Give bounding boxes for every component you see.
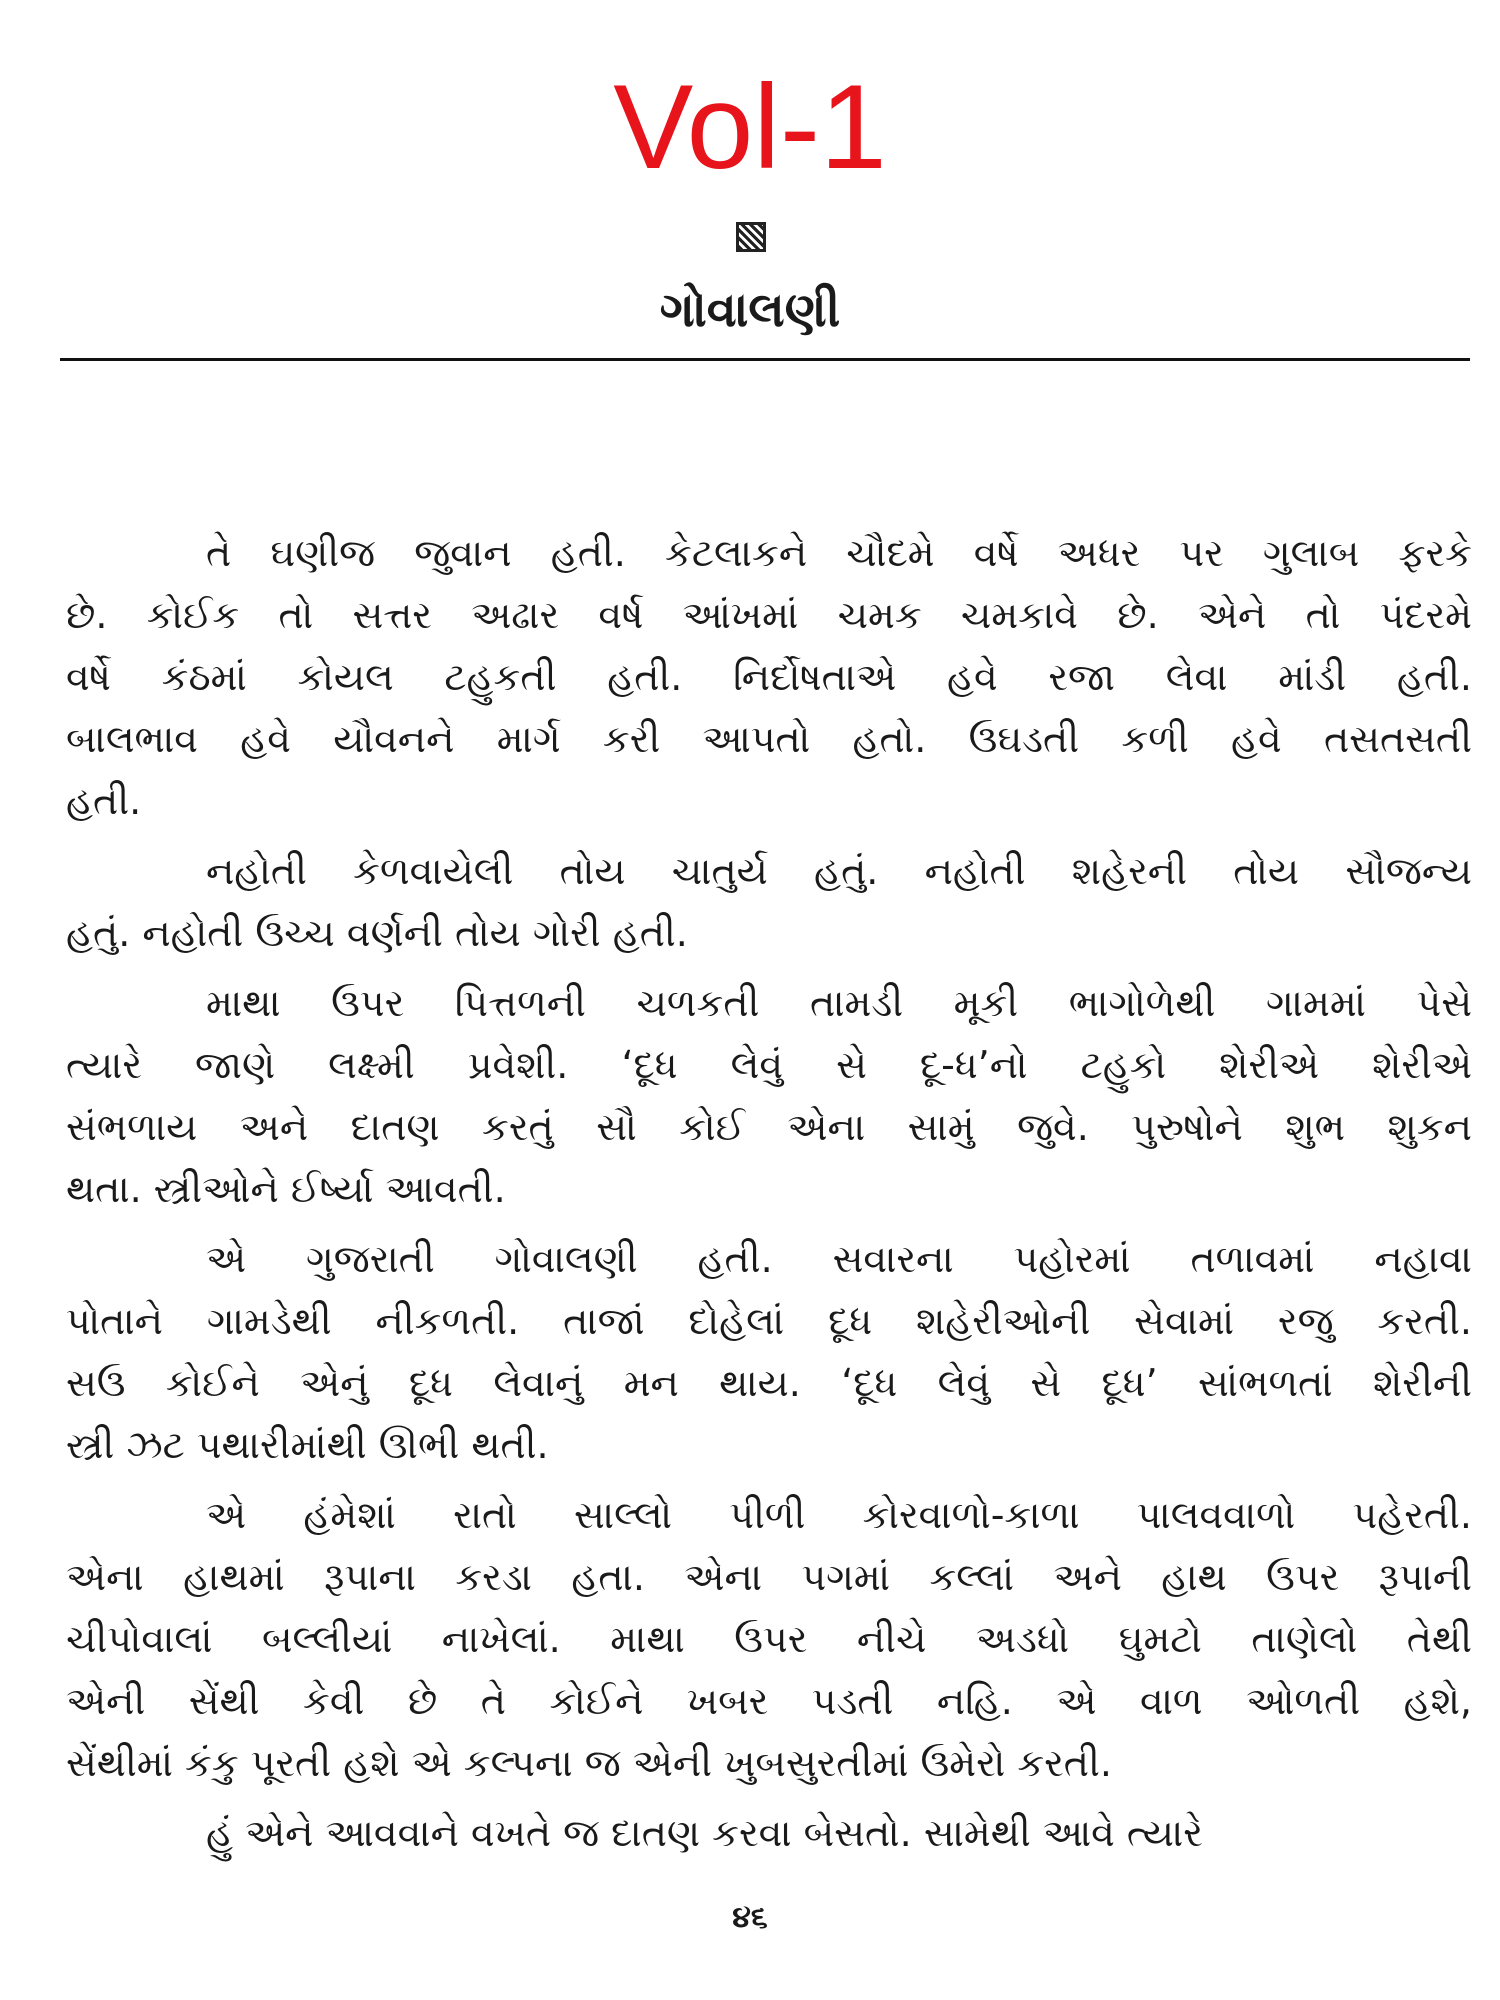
text-line: તે ઘણીજ જુવાન હતી. કેટલાકને ચૌદમે વર્ષે અધર પર ગુલાબ ફરકે	[206, 531, 1472, 575]
text-line: એની સેંથી કેવી છે તે કોઈને ખબર પડતી નહિ. એ વાળ ઓળતી હશે,	[66, 1679, 1472, 1723]
text-line: પોતાને ગામડેથી નીકળતી. તાજાં દોહેલાં દૂધ શહેરીઓની સેવામાં રજુ કરતી.	[66, 1299, 1472, 1343]
text-line: એના હાથમાં રૂપાના કરડા હતા. એના પગમાં કલ્લાં અને હાથ ઉપર રૂપાની	[66, 1555, 1472, 1599]
chapter-title: ગોવાલણી	[659, 282, 841, 338]
text-line: બાલભાવ હવે યૌવનને માર્ગ કરી આપતો હતો. ઉઘડતી કળી હવે તસતસતી	[66, 717, 1472, 761]
text-line: સ્ત્રી ઝટ પથારીમાંથી ઊભી થતી.	[66, 1423, 549, 1467]
paragraph	[66, 522, 1472, 832]
text-line: સંભળાય અને દાતણ કરતું સૌ કોઈ એના સામું જુવે. પુરુષોને શુભ શુકન	[66, 1105, 1472, 1149]
ornament-icon	[736, 222, 766, 252]
paragraph	[66, 1228, 1472, 1476]
title-divider	[60, 358, 1470, 361]
text-line: હતું. નહોતી ઉચ્ચ વર્ણની તોય ગોરી હતી.	[66, 911, 688, 955]
text-line: ત્યારે જાણે લક્ષ્મી પ્રવેશી. ‘દૂધ લેવું સે દૂ-ધ’નો ટહુકો શેરીએ શેરીએ	[66, 1043, 1472, 1087]
volume-label: Vol-1	[613, 60, 887, 194]
text-line: નહોતી કેળવાયેલી તોય ચાતુર્ય હતું. નહોતી શહેરની તોય સૌજન્ય	[206, 849, 1472, 893]
page-number: ૪૬	[732, 1900, 768, 1935]
text-line: સેંથીમાં કંકુ પૂરતી હશે એ કલ્પના જ એની ખુબસુરતીમાં ઉમેરો કરતી.	[66, 1741, 1112, 1785]
text-line: હું એને આવવાને વખતે જ દાતણ કરવા બેસતો. સામેથી આવે ત્યારે	[206, 1811, 1203, 1855]
text-line: માથા ઉપર પિત્તળની ચળકતી તામડી મૂકી ભાગોળેથી ગામમાં પેસે	[206, 981, 1472, 1025]
paragraph	[66, 1484, 1472, 1794]
text-line: એ ગુજરાતી ગોવાલણી હતી. સવારના પહોરમાં તળાવમાં નહાવા	[206, 1237, 1472, 1281]
text-line: વર્ષે કંઠમાં કોયલ ટહુકતી હતી. નિર્દોષતાએ હવે રજા લેવા માંડી હતી.	[66, 655, 1472, 699]
text-line: થતા. સ્ત્રીઓને ઈર્ષ્યા આવતી.	[66, 1167, 506, 1211]
paragraph	[66, 840, 1472, 964]
text-line: હતી.	[66, 779, 142, 823]
paragraph	[66, 972, 1472, 1220]
text-line: એ હંમેશાં રાતો સાલ્લો પીળી કોરવાળો-કાળા પાલવવાળો પહેરતી.	[206, 1493, 1472, 1537]
story-text	[66, 522, 1472, 1872]
paragraph	[66, 1802, 1472, 1864]
text-line: સઉ કોઈને એનું દૂધ લેવાનું મન થાય. ‘દૂધ લેવું સે દૂધ’ સાંભળતાં શેરીની	[66, 1361, 1472, 1405]
text-line: ચીપોવાલાં બલ્લીયાં નાખેલાં. માથા ઉપર નીચે અડધો ઘુમટો તાણેલો તેથી	[66, 1617, 1472, 1661]
text-line: છે. કોઈક તો સત્તર અઢાર વર્ષ આંખમાં ચમક ચમકાવે છે. એને તો પંદરમે	[66, 593, 1472, 637]
